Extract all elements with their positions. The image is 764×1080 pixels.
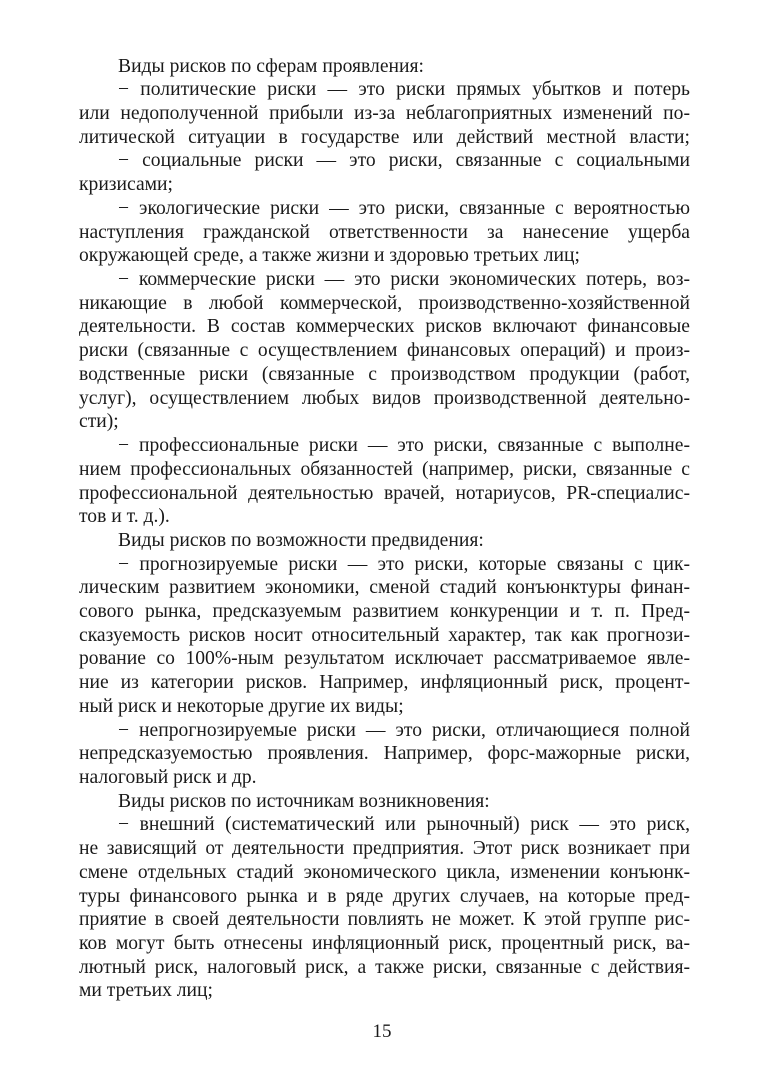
text-line: приятие в своей деятельности повлиять не может. К этой группе рис- [79,909,690,930]
text-line: ков могут быть отнесены инфляционный риск, процентный риск, ва- [79,933,690,954]
text-line: не зависящий от деятельности предприятия. Этот риск возникает при [79,838,690,859]
page-number: 15 [372,1021,392,1042]
text-line: сказуемость рисков носит относительный характер, так как прогнози- [79,625,690,646]
text-line: лютный риск, налоговый риск, а также риски, связанные с действия- [79,957,690,978]
text-line: сти); [79,411,119,432]
text-line: рование со 100%-ным результатом исключает рассматриваемое явле- [79,648,690,669]
text-line: услуг), осуществлением любых видов производственной деятельно- [79,388,690,409]
text-line: − экологические риски — это риски, связанные с вероятностью [118,198,690,219]
text-line: нием профессиональных обязанностей (например, риски, связанные с [79,459,690,480]
text-line: наступления гражданской ответственности за нанесение ущерба [79,222,690,243]
text-line: − внешний (систематический или рыночный) риск — это риск, [118,814,690,835]
text-line: литической ситуации в государстве или действий местной власти; [79,127,690,148]
text-line: ние из категории рисков. Например, инфляционный риск, процент- [79,672,690,693]
text-line: − политические риски — это риски прямых убытков и потерь [118,79,690,100]
text-line: смене отдельных стадий экономического цикла, изменении конъюнк- [79,862,690,883]
text-line: лическим развитием экономики, сменой стадий конъюнктуры финан- [79,577,690,598]
text-line: никающие в любой коммерческой, производственно-хозяйственной [79,293,690,314]
text-line: тов и т. д.). [79,506,170,527]
text-line: ми третьих лиц; [79,980,213,1001]
text-line: туры финансового рынка и в ряде других случаев, на которые пред- [79,886,690,907]
text-line: − прогнозируемые риски — это риски, которые связаны с цик- [118,554,690,575]
text-line: риски (связанные с осуществлением финансовых операций) и произ- [79,340,690,361]
text-line: − профессиональные риски — это риски, связанные с выполне- [118,435,690,456]
text-line: деятельности. В состав коммерческих рисков включают финансовые [79,316,690,337]
text-line: ный риск и некоторые другие их виды; [79,696,404,717]
text-line: сового рынка, предсказуемым развитием конкуренции и т. п. Пред- [79,601,690,622]
text-line: кризисами; [79,174,173,195]
text-line: − коммерческие риски — это риски экономических потерь, воз- [118,269,690,290]
text-line: Виды рисков по источникам возникновения: [118,791,490,812]
text-line: окружающей среде, а также жизни и здоровью третьих лиц; [79,245,580,266]
text-line: непредсказуемостью проявления. Например, форс-мажорные риски, [79,743,690,764]
text-line: налоговый риск и др. [79,767,257,788]
text-line: Виды рисков по возможности предвидения: [118,530,484,551]
text-line: Виды рисков по сферам проявления: [118,56,424,77]
text-line: − непрогнозируемые риски — это риски, отличающиеся полной [118,720,690,741]
text-line: водственные риски (связанные с производством продукции (работ, [79,364,690,385]
text-line: или недополученной прибыли из-за неблагоприятных изменений по- [79,103,690,124]
text-line: профессиональной деятельностью врачей, нотариусов, PR-специалис- [79,483,690,504]
text-line: − социальные риски — это риски, связанные с социальными [118,150,690,171]
